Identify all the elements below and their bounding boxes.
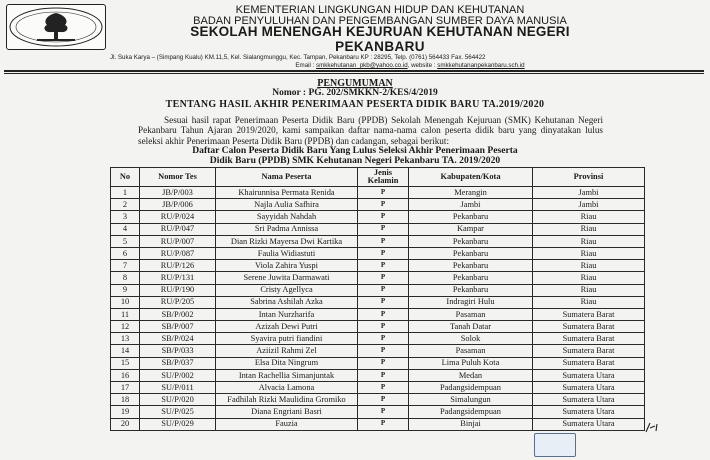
col-header-test-no: Nomor Tes bbox=[140, 168, 216, 187]
cell-test-no: SB/P/007 bbox=[140, 321, 216, 333]
school-address: Jl. Suka Karya – (Simpang Kualu) KM.11,5, Kel. Sialangmunggu, Kec. Tampan, Pekanbaru KP : 28295, Telp. (0761) 564433 Fax. 564422 bbox=[110, 54, 486, 61]
cell-province: Sumatera Barat bbox=[533, 308, 645, 320]
cell-no: 6 bbox=[111, 247, 140, 259]
list-title-line-2: Didik Baru (PPDB) SMK Kehutanan Negeri Pekanbaru TA. 2019/2020 bbox=[209, 154, 501, 166]
cell-city: Solok bbox=[409, 333, 533, 345]
table-row bbox=[111, 199, 645, 211]
cell-province: Sumatera Barat bbox=[533, 321, 645, 333]
cell-name: Elsa Dita Ningrum bbox=[216, 357, 358, 369]
cell-name: Diana Engriani Basri bbox=[216, 406, 358, 418]
cell-city: Kampar bbox=[409, 223, 533, 235]
cell-city: Pekanbaru bbox=[409, 284, 533, 296]
table-row bbox=[111, 418, 645, 430]
cell-province: Riau bbox=[533, 296, 645, 308]
cell-name: Alvacia Lamona bbox=[216, 382, 358, 394]
list-title bbox=[0, 146, 710, 166]
cell-city: Pasaman bbox=[409, 308, 533, 320]
cell-name: Viola Zahira Yuspi bbox=[216, 260, 358, 272]
cell-province: Riau bbox=[533, 223, 645, 235]
cell-test-no: RU/P/190 bbox=[140, 284, 216, 296]
cell-test-no: JB/P/006 bbox=[140, 199, 216, 211]
cell-province: Sumatera Utara bbox=[533, 394, 645, 406]
cell-name: Faulia Widiastuti bbox=[216, 247, 358, 259]
table-row bbox=[111, 345, 645, 357]
cell-gender: P bbox=[358, 235, 409, 247]
table-row bbox=[111, 296, 645, 308]
cell-name: Fadhilah Rizki Maulidina Gromiko bbox=[216, 394, 358, 406]
cell-no: 18 bbox=[111, 394, 140, 406]
contact-line bbox=[200, 63, 620, 69]
cell-test-no: RU/P/131 bbox=[140, 272, 216, 284]
cell-name: Serene Juwita Darmawati bbox=[216, 272, 358, 284]
cell-no: 1 bbox=[111, 187, 140, 199]
cell-name: Syavira putri fiandini bbox=[216, 333, 358, 345]
cell-gender: P bbox=[358, 284, 409, 296]
table-row bbox=[111, 333, 645, 345]
cell-test-no: RU/P/126 bbox=[140, 260, 216, 272]
table-row bbox=[111, 394, 645, 406]
website-link[interactable]: smkkehutananpekanbaru.sch.id bbox=[437, 62, 525, 69]
cell-gender: P bbox=[358, 223, 409, 235]
cell-gender: P bbox=[358, 296, 409, 308]
cell-no: 15 bbox=[111, 357, 140, 369]
letterhead-divider bbox=[4, 70, 704, 72]
cell-test-no: SB/P/002 bbox=[140, 308, 216, 320]
cell-test-no: RU/P/047 bbox=[140, 223, 216, 235]
cell-gender: P bbox=[358, 333, 409, 345]
cell-gender: P bbox=[358, 247, 409, 259]
cell-name: Aziizil Rahmi Zel bbox=[216, 345, 358, 357]
initial-mark-icon bbox=[644, 420, 662, 434]
cell-no: 17 bbox=[111, 382, 140, 394]
announcement-subject: TENTANG HASIL AKHIR PENERIMAAN PESERTA DIDIK BARU TA.2019/2020 bbox=[165, 99, 545, 110]
cell-city: Padangsidempuan bbox=[409, 382, 533, 394]
cell-city: Pekanbaru bbox=[409, 260, 533, 272]
table-row bbox=[111, 284, 645, 296]
cell-city: Jambi bbox=[409, 199, 533, 211]
cell-test-no: SB/P/024 bbox=[140, 333, 216, 345]
cell-province: Sumatera Utara bbox=[533, 418, 645, 430]
cell-no: 12 bbox=[111, 321, 140, 333]
cell-name: Khairunnisa Permata Renida bbox=[216, 187, 358, 199]
list-title-line-1: Daftar Calon Peserta Didik Baru Yang Lulus Seleksi Akhir Penerimaan Peserta bbox=[192, 145, 518, 156]
cell-no: 7 bbox=[111, 260, 140, 272]
cell-no: 11 bbox=[111, 308, 140, 320]
tree-emblem-icon bbox=[7, 5, 105, 49]
cell-gender: P bbox=[358, 357, 409, 369]
cell-province: Sumatera Barat bbox=[533, 345, 645, 357]
school-city: PEKANBARU bbox=[335, 39, 425, 54]
cell-name: Sayyidah Nahdah bbox=[216, 211, 358, 223]
table-row bbox=[111, 382, 645, 394]
cell-test-no: SU/P/011 bbox=[140, 382, 216, 394]
cell-province: Riau bbox=[533, 284, 645, 296]
cell-name: Fauzia bbox=[216, 418, 358, 430]
cell-gender: P bbox=[358, 382, 409, 394]
iso-certification-badge bbox=[534, 433, 576, 457]
col-header-city: Kabupaten/Kota bbox=[409, 168, 533, 187]
cell-name: Dian Rizki Mayersa Dwi Kartika bbox=[216, 235, 358, 247]
cell-gender: P bbox=[358, 272, 409, 284]
table-row bbox=[111, 187, 645, 199]
table-row bbox=[111, 357, 645, 369]
cell-province: Riau bbox=[533, 247, 645, 259]
col-header-gender: Jenis Kelamin bbox=[358, 168, 409, 187]
cell-province: Sumatera Utara bbox=[533, 369, 645, 381]
cell-province: Riau bbox=[533, 272, 645, 284]
table-row bbox=[111, 260, 645, 272]
cell-gender: P bbox=[358, 406, 409, 418]
cell-test-no: SB/P/033 bbox=[140, 345, 216, 357]
cell-gender: P bbox=[358, 369, 409, 381]
cell-gender: P bbox=[358, 199, 409, 211]
table-row bbox=[111, 272, 645, 284]
cell-name: Azizah Dewi Putri bbox=[216, 321, 358, 333]
cell-province: Sumatera Barat bbox=[533, 357, 645, 369]
cell-province: Riau bbox=[533, 211, 645, 223]
cell-city: Padangsidempuan bbox=[409, 406, 533, 418]
cell-city: Binjai bbox=[409, 418, 533, 430]
cell-no: 8 bbox=[111, 272, 140, 284]
cell-no: 9 bbox=[111, 284, 140, 296]
cell-gender: P bbox=[358, 345, 409, 357]
announcement-paragraph: Sesuai hasil rapat Penerimaan Peserta Didik Baru (PPDB) Sekolah Menengah Kejuruan (SMK) Kehutanan Negeri Pekanbaru Tahun Ajaran 2019/2020, kami sampaikan daftar nama-nama calon peserta didik baru yang dinyatakan lulus seleksi akhir Penerimaan Peserta Didik Baru (PPDB) dan cadangan, sebagai berikut: bbox=[138, 115, 603, 146]
website-label: , website : bbox=[407, 62, 438, 69]
cell-test-no: RU/P/007 bbox=[140, 235, 216, 247]
cell-name: Intan Nurzharifa bbox=[216, 308, 358, 320]
cell-province: Sumatera Barat bbox=[533, 333, 645, 345]
cell-no: 13 bbox=[111, 333, 140, 345]
cell-city: Pekanbaru bbox=[409, 211, 533, 223]
cell-gender: P bbox=[358, 394, 409, 406]
table-header-row bbox=[111, 168, 645, 187]
cell-name: Sri Padma Annissa bbox=[216, 223, 358, 235]
cell-province: Sumatera Utara bbox=[533, 382, 645, 394]
table-row bbox=[111, 223, 645, 235]
forestry-ministry-logo bbox=[6, 4, 106, 50]
cell-name: Intan Rachellia Simanjuntak bbox=[216, 369, 358, 381]
table-row bbox=[111, 406, 645, 418]
cell-province: Jambi bbox=[533, 199, 645, 211]
cell-test-no: SU/P/002 bbox=[140, 369, 216, 381]
cell-test-no: RU/P/087 bbox=[140, 247, 216, 259]
cell-province: Riau bbox=[533, 235, 645, 247]
cell-city: Simalungun bbox=[409, 394, 533, 406]
table-row bbox=[111, 211, 645, 223]
results-table bbox=[110, 167, 645, 431]
table-row bbox=[111, 321, 645, 333]
cell-no: 5 bbox=[111, 235, 140, 247]
cell-name: Najla Aulia Safhira bbox=[216, 199, 358, 211]
cell-province: Jambi bbox=[533, 187, 645, 199]
announcement-title: PENGUMUMAN bbox=[317, 78, 393, 89]
cell-test-no: JB/P/003 bbox=[140, 187, 216, 199]
col-header-name: Nama Peserta bbox=[216, 168, 358, 187]
cell-city: Pasaman bbox=[409, 345, 533, 357]
cell-gender: P bbox=[358, 211, 409, 223]
table-row bbox=[111, 369, 645, 381]
cell-name: Cristy Agellyca bbox=[216, 284, 358, 296]
cell-city: Tanah Datar bbox=[409, 321, 533, 333]
email-link[interactable]: smkkehutanan_pkb@yahoo.co.id bbox=[316, 62, 408, 69]
cell-city: Merangin bbox=[409, 187, 533, 199]
cell-no: 3 bbox=[111, 211, 140, 223]
cell-no: 16 bbox=[111, 369, 140, 381]
cell-city: Medan bbox=[409, 369, 533, 381]
cell-city: Pekanbaru bbox=[409, 235, 533, 247]
cell-no: 10 bbox=[111, 296, 140, 308]
agency-name: BADAN PENYULUHAN DAN PENGEMBANGAN SUMBER DAYA MANUSIA bbox=[193, 15, 567, 27]
cell-gender: P bbox=[358, 308, 409, 320]
table-row bbox=[111, 247, 645, 259]
cell-gender: P bbox=[358, 187, 409, 199]
cell-no: 19 bbox=[111, 406, 140, 418]
cell-no: 14 bbox=[111, 345, 140, 357]
cell-no: 2 bbox=[111, 199, 140, 211]
school-name: SEKOLAH MENENGAH KEJURUAN KEHUTANAN NEGERI bbox=[190, 24, 570, 39]
certification-mark bbox=[578, 436, 622, 452]
email-label: Email : bbox=[295, 62, 317, 69]
cell-city: Lima Puluh Kota bbox=[409, 357, 533, 369]
ministry-name: KEMENTERIAN LINGKUNGAN HIDUP DAN KEHUTANAN bbox=[235, 4, 525, 16]
cell-province: Sumatera Utara bbox=[533, 406, 645, 418]
cell-city: Pekanbaru bbox=[409, 272, 533, 284]
table-row bbox=[111, 235, 645, 247]
table-row bbox=[111, 308, 645, 320]
cell-test-no: RU/P/024 bbox=[140, 211, 216, 223]
cell-test-no: SU/P/025 bbox=[140, 406, 216, 418]
cell-gender: P bbox=[358, 260, 409, 272]
cell-test-no: RU/P/205 bbox=[140, 296, 216, 308]
cell-test-no: SU/P/020 bbox=[140, 394, 216, 406]
announcement-number: Nomor : PG. 202/SMKKN-2/KES/4/2019 bbox=[272, 88, 438, 98]
cell-no: 20 bbox=[111, 418, 140, 430]
cell-test-no: SB/P/037 bbox=[140, 357, 216, 369]
cell-test-no: SU/P/029 bbox=[140, 418, 216, 430]
cell-no: 4 bbox=[111, 223, 140, 235]
cell-name: Sabrina Ashilah Azka bbox=[216, 296, 358, 308]
cell-gender: P bbox=[358, 418, 409, 430]
cell-city: Pekanbaru bbox=[409, 247, 533, 259]
table-body bbox=[111, 187, 645, 431]
col-header-no: No bbox=[111, 168, 140, 187]
cell-gender: P bbox=[358, 321, 409, 333]
cell-city: Indragiri Hulu bbox=[409, 296, 533, 308]
cell-province: Riau bbox=[533, 260, 645, 272]
letterhead-divider-thin bbox=[4, 73, 704, 74]
col-header-province: Provinsi bbox=[533, 168, 645, 187]
